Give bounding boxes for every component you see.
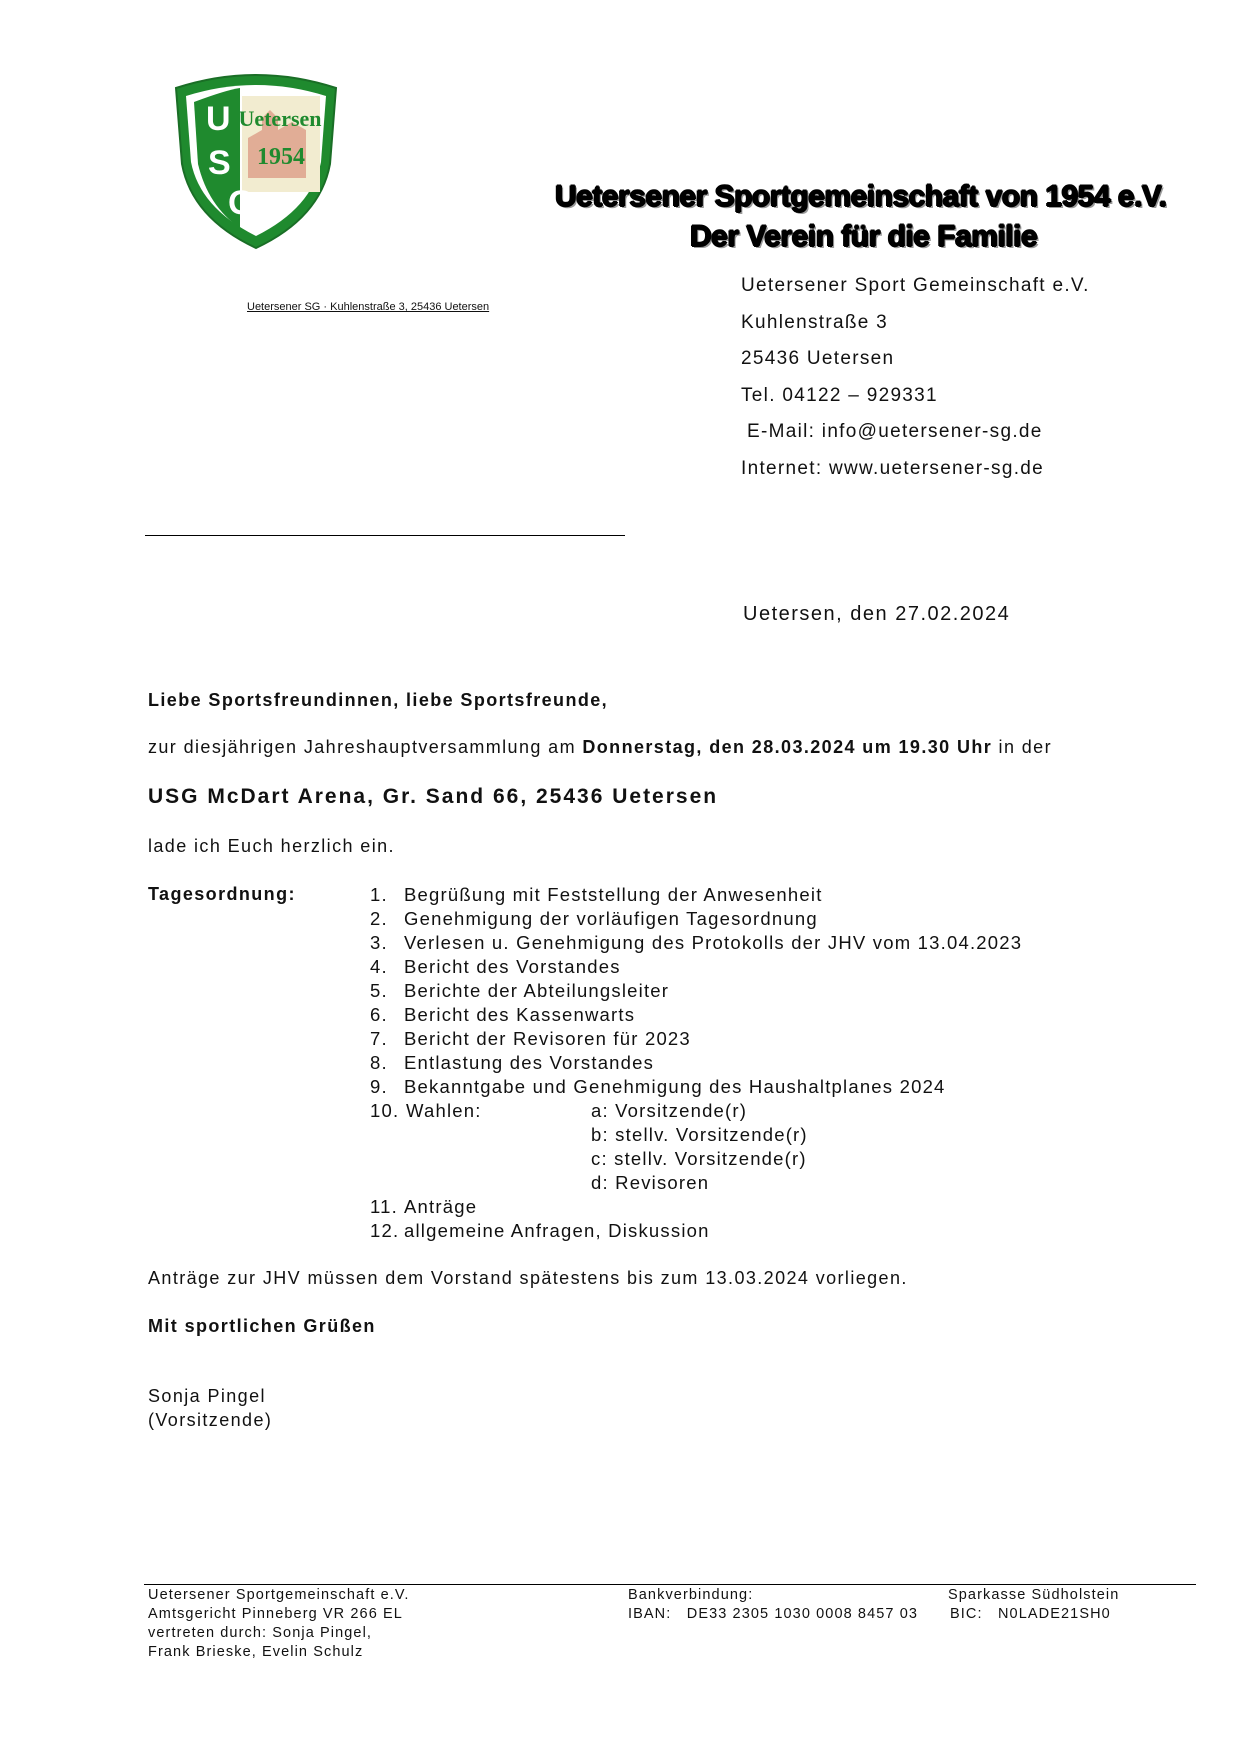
logo-city: Uetersen: [238, 106, 322, 131]
agenda-item-text: Verlesen u. Genehmigung des Protokolls der JHV vom 13.04.2023: [404, 932, 1023, 953]
sender-line: Uetersener SG · Kuhlenstraße 3, 25436 Uetersen: [247, 301, 490, 313]
logo-letter-s: S: [208, 144, 231, 182]
logo-year: 1954: [257, 144, 305, 170]
club-motto: Der Verein für die Familie: [690, 220, 1038, 253]
agenda-item-text: Bekanntgabe und Genehmigung des Haushaltplanes 2024: [404, 1076, 946, 1097]
contact-website[interactable]: Internet: www.uetersener-sg.de: [741, 458, 1045, 479]
agenda-item-number: 8.: [370, 1052, 388, 1073]
club-logo-shield: [170, 68, 342, 252]
agenda-item-text: allgemeine Anfragen, Diskussion: [404, 1220, 710, 1241]
signer-name: Sonja Pingel: [148, 1386, 266, 1406]
agenda-item-number: 1.: [370, 884, 388, 905]
agenda-item-text: Bericht der Revisoren für 2023: [404, 1028, 691, 1049]
election-item: d: Revisoren: [591, 1172, 710, 1193]
agenda-item-number: 4.: [370, 956, 388, 977]
election-item: c: stellv. Vorsitzende(r): [591, 1148, 807, 1169]
agenda-item-number: 12.: [370, 1220, 400, 1241]
invite-text: lade ich Euch herzlich ein.: [148, 836, 395, 856]
footer-club-name: Uetersener Sportgemeinschaft e.V.: [148, 1587, 410, 1603]
footer-bank-label: Bankverbindung:: [628, 1587, 754, 1603]
footer-register: Amtsgericht Pinneberg VR 266 EL: [148, 1606, 403, 1622]
logo-letter-g: G: [228, 184, 255, 222]
club-title: Uetersener Sportgemeinschaft von 1954 e.V.: [555, 180, 1167, 213]
agenda-item-text: Begrüßung mit Feststellung der Anwesenheit: [404, 884, 823, 905]
election-item: b: stellv. Vorsitzende(r): [591, 1124, 808, 1145]
contact-name: Uetersener Sport Gemeinschaft e.V.: [741, 275, 1090, 296]
contact-city: 25436 Uetersen: [741, 348, 895, 369]
agenda-item-text: Wahlen:: [406, 1100, 482, 1121]
contact-email[interactable]: E-Mail: info@uetersener-sg.de: [747, 421, 1043, 442]
agenda-item-number: 10.: [370, 1100, 400, 1121]
agenda-item-text: Genehmigung der vorläufigen Tagesordnung: [404, 908, 818, 929]
footer-representatives-cont: Frank Brieske, Evelin Schulz: [148, 1644, 364, 1660]
agenda-item-number: 2.: [370, 908, 388, 929]
agenda-item-text: Bericht des Kassenwarts: [404, 1004, 636, 1025]
contact-phone: Tel. 04122 – 929331: [741, 385, 938, 406]
footer-bank-name: Sparkasse Südholstein: [948, 1587, 1120, 1603]
meeting-datetime: Donnerstag, den 28.03.2024 um 19.30 Uhr: [582, 737, 993, 757]
agenda-item-text: Berichte der Abteilungsleiter: [404, 980, 670, 1001]
contact-street: Kuhlenstraße 3: [741, 312, 889, 333]
salutation: Liebe Sportsfreundinnen, liebe Sportsfreunde,: [148, 690, 609, 710]
intro-start: zur diesjährigen Jahreshauptversammlung am: [148, 737, 583, 757]
signer-role: (Vorsitzende): [148, 1410, 273, 1430]
agenda-label: Tagesordnung:: [148, 884, 296, 904]
footer-representatives: vertreten durch: Sonja Pingel,: [148, 1625, 373, 1641]
intro-end: in der: [992, 737, 1052, 757]
agenda-item-text: Anträge: [404, 1196, 478, 1217]
agenda-item-number: 11.: [370, 1196, 398, 1217]
election-item: a: Vorsitzende(r): [591, 1100, 748, 1121]
agenda-item-number: 9.: [370, 1076, 388, 1097]
intro-paragraph: [148, 737, 1052, 758]
closing: Mit sportlichen Grüßen: [148, 1316, 376, 1336]
venue: USG McDart Arena, Gr. Sand 66, 25436 Uetersen: [148, 785, 719, 808]
footer-rule: [144, 1584, 1196, 1585]
deadline-note: Anträge zur JHV müssen dem Vorstand spätestens bis zum 13.03.2024 vorliegen.: [148, 1268, 908, 1288]
letter-date: Uetersen, den 27.02.2024: [743, 603, 1011, 625]
agenda-item-number: 7.: [370, 1028, 388, 1049]
logo-letter-u: U: [206, 100, 231, 138]
agenda-item-number: 5.: [370, 980, 388, 1001]
footer-iban: IBAN: DE33 2305 1030 0008 8457 03: [628, 1606, 919, 1622]
agenda-item-number: 6.: [370, 1004, 388, 1025]
agenda-item-text: Bericht des Vorstandes: [404, 956, 621, 977]
address-window-rule: [145, 535, 625, 536]
agenda-item-number: 3.: [370, 932, 388, 953]
agenda-item-text: Entlastung des Vorstandes: [404, 1052, 655, 1073]
footer-bic: BIC: N0LADE21SH0: [950, 1606, 1111, 1622]
